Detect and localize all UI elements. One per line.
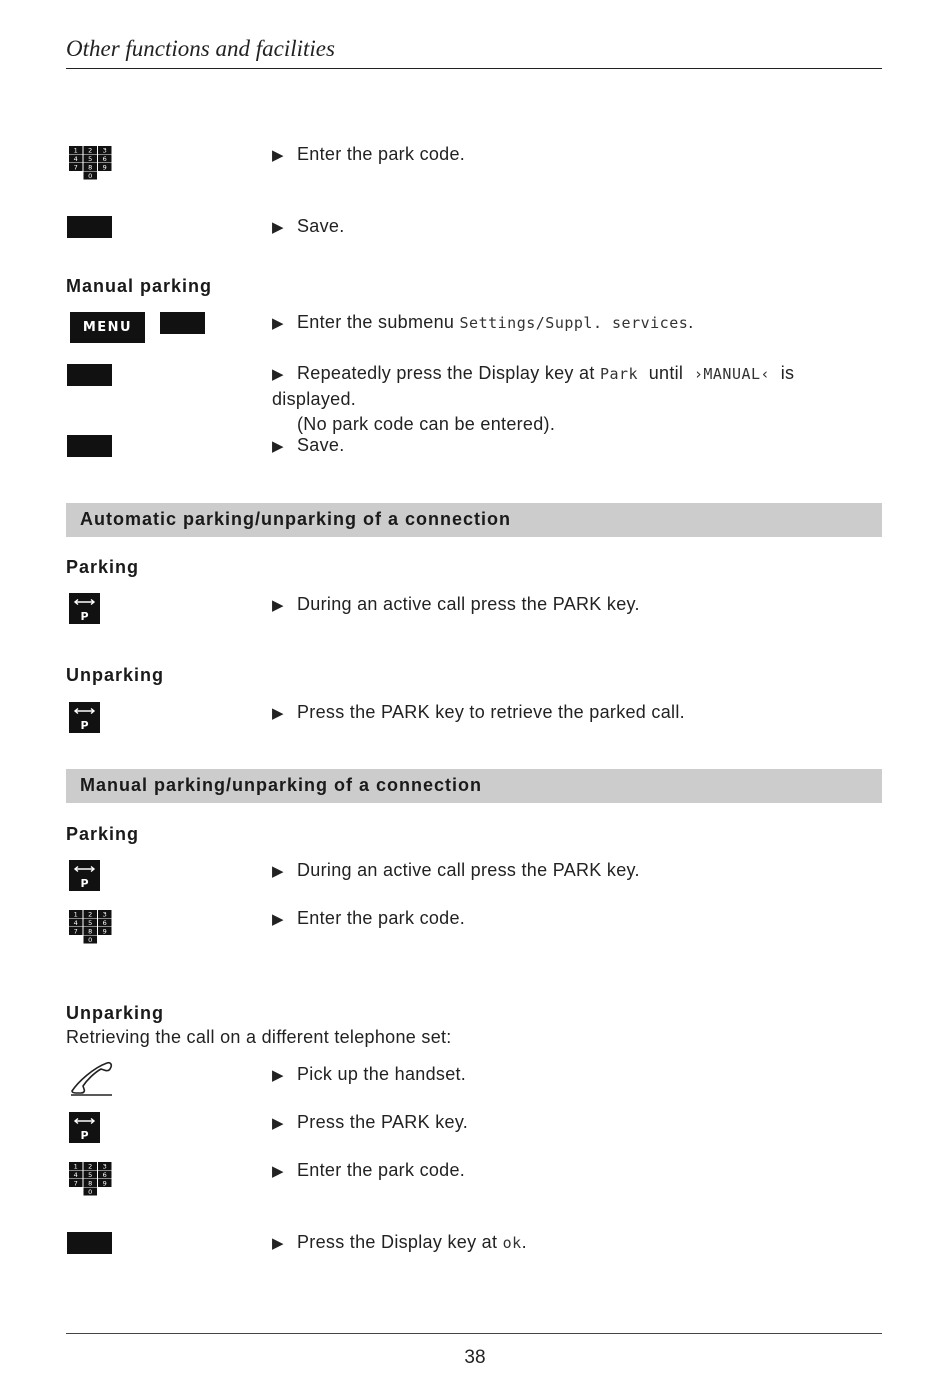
display-key-icon xyxy=(67,1232,112,1254)
arrow-right-icon: ▶ xyxy=(272,911,284,928)
park-key-icon xyxy=(69,593,100,624)
keypad-digit: 7 xyxy=(73,1179,78,1188)
sub-heading-parking: Parking xyxy=(66,557,140,577)
keypad-digit: 9 xyxy=(102,163,107,172)
keypad-digit: 2 xyxy=(88,910,93,919)
step-display-key-ok: ▶ Press the Display key at ok. xyxy=(272,1230,882,1256)
keypad-digit: 8 xyxy=(88,163,93,172)
park-key-icon xyxy=(69,860,100,891)
footer-rule xyxy=(66,1333,882,1334)
step-enter-park-code: ▶ Enter the park code. xyxy=(272,142,882,168)
display-key-icon xyxy=(67,364,112,386)
arrow-right-icon: ▶ xyxy=(272,863,284,880)
keypad-digit: 1 xyxy=(73,146,78,155)
running-header: Other functions and facilities xyxy=(66,36,335,61)
menu-key-icon: MENU xyxy=(70,312,145,343)
display-key-icon xyxy=(67,216,112,238)
step-repeat-display-key: ▶ Repeatedly press the Display key at Park until ›MANUAL‹ is displayed. (No park code can be entered). xyxy=(272,361,882,437)
page-number: 38 xyxy=(464,1347,486,1368)
keypad-digit: 6 xyxy=(102,1171,107,1179)
keypad-digit: 5 xyxy=(88,1171,93,1179)
keypad-digit: 0 xyxy=(88,1188,93,1196)
arrow-right-icon: ▶ xyxy=(272,1115,284,1132)
step-press-park-key: ▶ Press the PARK key. xyxy=(272,1110,882,1136)
step-pick-up-handset: ▶ Pick up the handset. xyxy=(272,1062,882,1088)
section-title: Automatic parking/unparking of a connection xyxy=(80,509,512,529)
section-bar-manual xyxy=(66,769,882,803)
display-text: ›MANUAL‹ xyxy=(693,365,771,383)
keypad-digit: 1 xyxy=(73,1162,78,1171)
park-key-label: P xyxy=(80,610,89,623)
keypad-digit: 4 xyxy=(73,919,78,927)
keypad-digit: 0 xyxy=(88,936,93,944)
section-title: Manual parking/unparking of a connection xyxy=(80,775,483,795)
keypad-digit: 3 xyxy=(102,910,107,919)
park-key-icon xyxy=(69,702,100,733)
keypad-digit: 5 xyxy=(88,155,93,163)
section-bar-automatic xyxy=(66,503,882,537)
keypad-digit: 3 xyxy=(102,1162,107,1171)
sub-heading-manual-parking: Manual parking xyxy=(66,276,213,296)
keypad-digit: 2 xyxy=(88,146,93,155)
sub-heading-unparking: Unparking xyxy=(66,1003,165,1023)
keypad-digit: 4 xyxy=(73,1171,78,1179)
display-text: Park xyxy=(599,365,639,383)
park-key-label: P xyxy=(80,1129,89,1142)
step-auto-park: ▶ During an active call press the PARK key. xyxy=(272,592,882,618)
keypad-digit: 2 xyxy=(88,1162,93,1171)
keypad-digit: 9 xyxy=(102,1179,107,1188)
arrow-right-icon: ▶ xyxy=(272,597,284,614)
keypad-digit: 8 xyxy=(88,927,93,936)
keypad-icon xyxy=(67,909,113,951)
sub-heading-unparking: Unparking xyxy=(66,665,165,685)
arrow-right-icon: ▶ xyxy=(272,1235,284,1252)
keypad-digit: 3 xyxy=(102,146,107,155)
display-text: Settings/Suppl. services xyxy=(459,314,689,332)
keypad-digit: 7 xyxy=(73,163,78,172)
display-text: ok xyxy=(502,1234,522,1252)
keypad-digit: 6 xyxy=(102,919,107,927)
unparking-intro: Retrieving the call on a different telephone set: xyxy=(66,1027,452,1047)
sub-heading-parking: Parking xyxy=(66,824,140,844)
keypad-icon xyxy=(67,1161,113,1203)
keypad-digit: 7 xyxy=(73,927,78,936)
keypad-digit: 1 xyxy=(73,910,78,919)
step-enter-park-code: ▶ Enter the park code. xyxy=(272,906,882,932)
keypad-digit: 0 xyxy=(88,172,93,180)
arrow-right-icon: ▶ xyxy=(272,1067,284,1084)
park-key-label: P xyxy=(80,877,89,890)
arrow-right-icon: ▶ xyxy=(272,705,284,722)
keypad-digit: 9 xyxy=(102,927,107,936)
step-save: ▶ Save. xyxy=(272,433,882,459)
arrow-right-icon: ▶ xyxy=(272,147,284,164)
keypad-digit: 6 xyxy=(102,155,107,163)
display-key-icon xyxy=(160,312,205,334)
park-key-icon xyxy=(69,1112,100,1143)
handset-icon xyxy=(68,1058,116,1096)
display-key-icon xyxy=(67,435,112,457)
arrow-right-icon: ▶ xyxy=(272,1163,284,1180)
keypad-digit: 5 xyxy=(88,919,93,927)
step-save: ▶ Save. xyxy=(272,214,882,240)
park-key-label: P xyxy=(80,719,89,732)
step-manual-park: ▶ During an active call press the PARK key. xyxy=(272,858,882,884)
step-enter-park-code: ▶ Enter the park code. xyxy=(272,1158,882,1184)
step-note: (No park code can be entered). xyxy=(297,414,556,434)
keypad-digit: 8 xyxy=(88,1179,93,1188)
arrow-right-icon: ▶ xyxy=(272,366,284,383)
step-enter-submenu: ▶ Enter the submenu Settings/Suppl. services. xyxy=(272,310,882,336)
arrow-right-icon: ▶ xyxy=(272,315,284,332)
keypad-icon xyxy=(67,145,113,187)
step-auto-unpark: ▶ Press the PARK key to retrieve the parked call. xyxy=(272,700,882,726)
header-rule xyxy=(66,68,882,69)
arrow-right-icon: ▶ xyxy=(272,219,284,236)
arrow-right-icon: ▶ xyxy=(272,438,284,455)
keypad-digit: 4 xyxy=(73,155,78,163)
